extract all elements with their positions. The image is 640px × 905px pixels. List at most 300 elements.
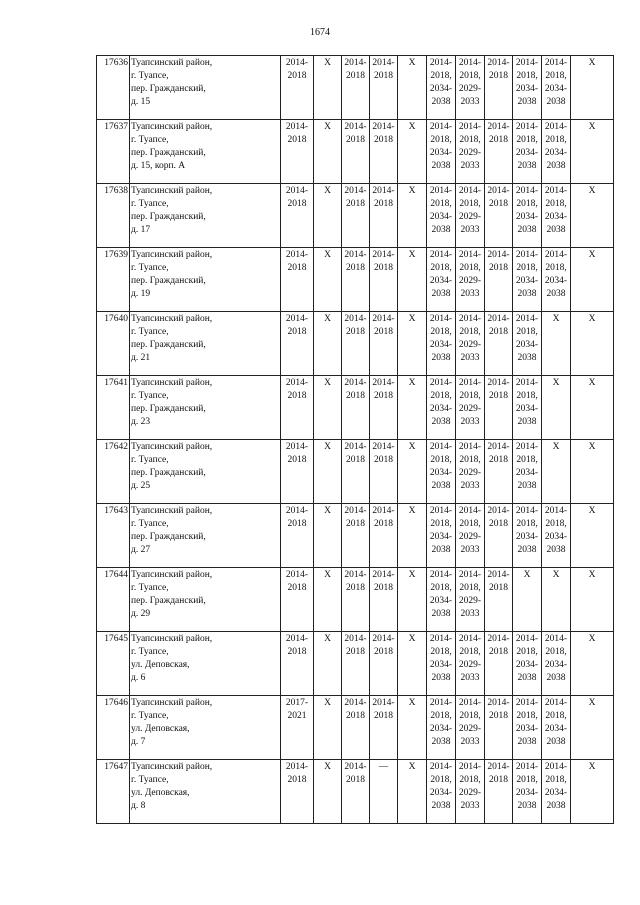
period-line: 2034- — [429, 532, 453, 542]
period-line: 2033 — [460, 289, 480, 299]
period-line: X — [588, 698, 596, 708]
address-line: пер. Гражданский, — [131, 532, 206, 542]
period-line: 2014- — [487, 58, 510, 68]
address-line: пер. Гражданский, — [131, 84, 206, 94]
period-line: — — [378, 762, 389, 772]
period-line: X — [588, 314, 596, 324]
address-line: д. 7 — [131, 737, 146, 747]
period-line: 2038 — [517, 417, 537, 427]
period-cell — [427, 184, 456, 248]
period-line: 2018 — [346, 583, 365, 593]
not-applicable-cell — [314, 504, 342, 568]
period-line: X — [324, 250, 331, 260]
period-line: 2014- — [429, 58, 453, 68]
period-line: 2018 — [287, 583, 307, 593]
period-line: 2038 — [431, 225, 451, 235]
period-line: 2029- — [458, 660, 482, 670]
period-line: 2014- — [458, 570, 482, 580]
period-line: 2018 — [287, 327, 307, 337]
period-cell — [342, 568, 370, 632]
not-applicable-cell — [571, 632, 614, 696]
period-line: X — [588, 506, 596, 516]
period-line: 2014- — [344, 570, 367, 580]
period-line: 2038 — [431, 353, 451, 363]
period-line: X — [408, 634, 416, 644]
period-line: X — [324, 570, 331, 580]
period-line: 2014- — [372, 570, 395, 580]
period-line: 2034- — [515, 340, 539, 350]
period-line: 2014- — [372, 506, 395, 516]
period-line: 2014- — [458, 698, 482, 708]
period-line: 2034- — [429, 276, 453, 286]
period-line: 2018 — [346, 711, 365, 721]
period-line: 2033 — [460, 97, 480, 107]
not-applicable-cell — [398, 248, 427, 312]
period-line: 2033 — [460, 481, 480, 491]
period-line: 2034- — [515, 532, 539, 542]
period-line: 2018 — [287, 455, 307, 465]
address-line: пер. Гражданский, — [131, 596, 206, 606]
period-line: 2014- — [487, 570, 510, 580]
period-line: 2014- — [344, 314, 367, 324]
period-line: 2014- — [285, 314, 309, 324]
period-line: 2038 — [431, 417, 451, 427]
period-line: 2018, — [459, 327, 481, 337]
period-line: 2038 — [517, 545, 537, 555]
period-cell — [281, 120, 314, 184]
period-line: X — [588, 58, 596, 68]
period-line: X — [324, 698, 331, 708]
period-line: 2018 — [346, 199, 365, 209]
period-line: 2034- — [515, 724, 539, 734]
table-row — [97, 312, 614, 376]
period-line: X — [408, 698, 416, 708]
period-line: 2014- — [344, 442, 367, 452]
period-line: 2018, — [430, 199, 452, 209]
period-line: X — [408, 442, 416, 452]
address-line: Туапсинский район, — [131, 314, 213, 324]
period-line: 2014- — [515, 442, 539, 452]
period-cell — [427, 376, 456, 440]
address-line: Туапсинский район, — [131, 506, 213, 516]
period-cell — [281, 760, 314, 824]
period-line: 2038 — [546, 225, 566, 235]
period-line: 2029- — [458, 148, 482, 158]
address-cell — [130, 504, 281, 568]
period-cell — [456, 696, 485, 760]
period-line: X — [552, 378, 560, 388]
period-cell — [513, 248, 542, 312]
period-line: 2014- — [487, 250, 510, 260]
period-line: 2014- — [285, 58, 309, 68]
period-line: 2014- — [344, 122, 367, 132]
address-line: д. 6 — [131, 673, 146, 683]
period-line: 2014- — [372, 122, 395, 132]
address-line: ул. Деповская, — [131, 660, 190, 670]
period-line: 2034- — [515, 212, 539, 222]
period-line: 2014- — [487, 378, 510, 388]
period-line: 2018 — [346, 455, 365, 465]
not-applicable-cell — [398, 120, 427, 184]
period-line: 2018, — [430, 135, 452, 145]
period-line: 2018, — [459, 455, 481, 465]
table-row — [97, 184, 614, 248]
period-cell — [513, 56, 542, 120]
period-line: 2038 — [431, 737, 451, 747]
period-line: 2029- — [458, 212, 482, 222]
period-line: 2021 — [287, 711, 307, 721]
address-line: г. Туапсе, — [131, 327, 169, 337]
period-line: 2014- — [429, 378, 453, 388]
period-line: X — [588, 634, 596, 644]
period-line: 2038 — [431, 161, 451, 171]
period-line: 2034- — [544, 660, 568, 670]
address-line: г. Туапсе, — [131, 455, 169, 465]
period-cell — [370, 248, 398, 312]
address-cell — [130, 760, 281, 824]
period-line: 2014- — [487, 506, 510, 516]
period-line: X — [324, 58, 331, 68]
period-cell — [456, 56, 485, 120]
period-cell — [485, 120, 513, 184]
period-line: 2018, — [459, 519, 481, 529]
period-line: 2014- — [544, 122, 568, 132]
address-line: Туапсинский район, — [131, 186, 213, 196]
period-line: X — [324, 122, 331, 132]
period-line: 2033 — [460, 673, 480, 683]
period-line: 2034- — [429, 340, 453, 350]
period-line: 2029- — [458, 84, 482, 94]
period-line: 2014- — [458, 250, 482, 260]
period-cell — [542, 504, 571, 568]
period-line: 2018 — [374, 583, 393, 593]
period-cell — [456, 504, 485, 568]
period-line: 2018, — [430, 391, 452, 401]
period-cell — [513, 440, 542, 504]
period-line: X — [324, 506, 331, 516]
period-cell — [485, 248, 513, 312]
period-line: 2018, — [459, 391, 481, 401]
period-line: 2033 — [460, 609, 480, 619]
period-line: 2014- — [285, 186, 309, 196]
period-line: 2034- — [515, 404, 539, 414]
period-line: 2018 — [346, 391, 365, 401]
period-cell — [281, 568, 314, 632]
period-line: 2018 — [374, 263, 393, 273]
period-cell — [542, 696, 571, 760]
period-line: 2029- — [458, 468, 482, 478]
period-line: 2018 — [287, 519, 307, 529]
period-line: X — [408, 378, 416, 388]
period-line: 2018 — [287, 391, 307, 401]
not-applicable-cell — [542, 376, 571, 440]
period-cell — [427, 120, 456, 184]
period-line: 2038 — [517, 353, 537, 363]
period-line: X — [588, 186, 596, 196]
not-applicable-cell — [398, 632, 427, 696]
period-line: 2018, — [430, 263, 452, 273]
address-line: пер. Гражданский, — [131, 148, 206, 158]
period-line: 2014- — [487, 122, 510, 132]
not-applicable-cell — [542, 568, 571, 632]
period-line: 2014- — [515, 58, 539, 68]
period-line: 2018, — [545, 775, 567, 785]
period-line: 2034- — [544, 724, 568, 734]
period-cell — [456, 440, 485, 504]
period-line: 2014- — [344, 762, 367, 772]
period-line: 2018, — [545, 199, 567, 209]
period-line: X — [408, 762, 416, 772]
period-cell — [485, 760, 513, 824]
period-line: 2018, — [430, 71, 452, 81]
period-line: 2018 — [374, 647, 393, 657]
period-line: 2014- — [515, 634, 539, 644]
period-line: 2034- — [429, 404, 453, 414]
period-cell — [427, 760, 456, 824]
address-line: д. 19 — [131, 289, 151, 299]
period-line: 2033 — [460, 225, 480, 235]
period-cell — [456, 248, 485, 312]
object-id-cell: 17637 — [97, 120, 130, 184]
period-line: 2034- — [429, 724, 453, 734]
period-line: 2014- — [458, 122, 482, 132]
period-line: 2038 — [431, 481, 451, 491]
period-line: 2018, — [430, 775, 452, 785]
period-line: 2034- — [515, 148, 539, 158]
period-line: 2034- — [544, 212, 568, 222]
address-line: д. 21 — [131, 353, 151, 363]
period-line: 2018, — [516, 391, 538, 401]
period-cell — [370, 56, 398, 120]
period-cell — [427, 504, 456, 568]
address-line: д. 15, корп. А — [131, 161, 186, 171]
period-line: 2014- — [285, 378, 309, 388]
address-line: г. Туапсе, — [131, 71, 169, 81]
period-line: 2014- — [372, 378, 395, 388]
table-row — [97, 760, 614, 824]
period-line: 2014- — [458, 506, 482, 516]
table-row — [97, 504, 614, 568]
period-cell — [542, 184, 571, 248]
period-line: 2018, — [430, 327, 452, 337]
period-line: 2018, — [516, 711, 538, 721]
address-cell — [130, 440, 281, 504]
period-line: 2029- — [458, 788, 482, 798]
address-line: ул. Деповская, — [131, 788, 190, 798]
period-cell — [542, 248, 571, 312]
period-line: 2014- — [429, 250, 453, 260]
period-line: 2018, — [516, 327, 538, 337]
not-applicable-cell — [398, 184, 427, 248]
period-line: 2018 — [287, 71, 307, 81]
period-line: 2018 — [287, 647, 307, 657]
period-line: 2014- — [458, 442, 482, 452]
period-line: 2014- — [487, 442, 510, 452]
period-cell — [342, 760, 370, 824]
address-line: г. Туапсе, — [131, 583, 169, 593]
period-line: X — [408, 186, 416, 196]
address-line: Туапсинский район, — [131, 634, 213, 644]
period-line: 2018, — [545, 263, 567, 273]
object-id-cell: 17640 — [97, 312, 130, 376]
period-line: 2029- — [458, 276, 482, 286]
period-cell — [370, 376, 398, 440]
address-line: пер. Гражданский, — [131, 212, 206, 222]
address-line: Туапсинский район, — [131, 378, 213, 388]
period-cell — [342, 248, 370, 312]
period-cell — [485, 568, 513, 632]
period-line: 2038 — [431, 97, 451, 107]
period-line: 2014- — [344, 506, 367, 516]
not-applicable-cell — [398, 376, 427, 440]
period-line: 2018 — [346, 519, 365, 529]
period-line: 2014- — [285, 122, 309, 132]
period-line: X — [324, 442, 331, 452]
object-id-cell: 17644 — [97, 568, 130, 632]
period-cell — [342, 632, 370, 696]
period-line: X — [324, 314, 331, 324]
period-line: 2018 — [489, 647, 508, 657]
period-line: 2038 — [431, 545, 451, 555]
address-line: пер. Гражданский, — [131, 404, 206, 414]
period-line: 2018 — [489, 455, 508, 465]
period-line: 2038 — [517, 801, 537, 811]
period-line: 2014- — [285, 634, 309, 644]
period-cell — [342, 440, 370, 504]
period-line: 2018 — [489, 135, 508, 145]
period-cell — [342, 120, 370, 184]
not-applicable-cell — [542, 440, 571, 504]
period-line: 2017- — [285, 698, 309, 708]
period-line: 2018, — [516, 263, 538, 273]
period-line: 2018, — [545, 135, 567, 145]
period-line: 2014- — [544, 186, 568, 196]
period-line: X — [324, 186, 331, 196]
period-cell — [456, 632, 485, 696]
period-line: 2029- — [458, 404, 482, 414]
period-cell — [370, 632, 398, 696]
period-line: 2034- — [429, 660, 453, 670]
not-applicable-cell — [314, 632, 342, 696]
period-line: 2014- — [544, 698, 568, 708]
period-line: 2038 — [546, 737, 566, 747]
period-line: 2018 — [489, 263, 508, 273]
period-line: 2033 — [460, 417, 480, 427]
period-line: 2034- — [429, 788, 453, 798]
period-cell — [281, 312, 314, 376]
period-line: 2014- — [544, 58, 568, 68]
period-line: 2034- — [544, 84, 568, 94]
period-line: 2014- — [429, 570, 453, 580]
period-cell — [513, 120, 542, 184]
table-body — [97, 56, 614, 824]
not-applicable-cell — [571, 760, 614, 824]
period-line: 2018, — [459, 71, 481, 81]
period-line: 2014- — [285, 442, 309, 452]
period-line: 2018, — [516, 71, 538, 81]
period-line: 2018 — [489, 519, 508, 529]
not-applicable-cell — [398, 504, 427, 568]
period-cell — [370, 504, 398, 568]
period-line: 2038 — [517, 161, 537, 171]
address-line: Туапсинский район, — [131, 58, 213, 68]
period-line: 2014- — [487, 762, 510, 772]
object-id-cell: 17647 — [97, 760, 130, 824]
period-cell — [427, 696, 456, 760]
period-cell — [370, 120, 398, 184]
period-line: 2014- — [458, 378, 482, 388]
period-line: 2018, — [459, 199, 481, 209]
not-applicable-cell — [513, 568, 542, 632]
period-line: 2034- — [429, 468, 453, 478]
period-line: 2014- — [429, 314, 453, 324]
period-line: X — [324, 634, 331, 644]
period-cell — [456, 760, 485, 824]
period-cell — [485, 504, 513, 568]
period-line: 2018 — [287, 135, 307, 145]
period-cell — [513, 632, 542, 696]
period-line: 2034- — [515, 276, 539, 286]
period-line: 2014- — [515, 186, 539, 196]
table-row — [97, 440, 614, 504]
period-cell — [513, 312, 542, 376]
period-line: 2034- — [544, 276, 568, 286]
period-cell — [485, 376, 513, 440]
period-line: 2014- — [515, 122, 539, 132]
address-cell — [130, 248, 281, 312]
period-line: 2033 — [460, 737, 480, 747]
period-line: 2014- — [429, 634, 453, 644]
period-line: X — [588, 250, 596, 260]
period-line: 2014- — [515, 698, 539, 708]
period-cell — [485, 632, 513, 696]
object-id-cell: 17642 — [97, 440, 130, 504]
period-cell — [456, 120, 485, 184]
address-line: Туапсинский район, — [131, 250, 213, 260]
period-line: 2029- — [458, 596, 482, 606]
period-line: 2034- — [429, 596, 453, 606]
period-cell — [281, 56, 314, 120]
address-line: пер. Гражданский, — [131, 468, 206, 478]
page-number: 1674 — [310, 27, 330, 38]
address-line: г. Туапсе, — [131, 135, 169, 145]
period-line: 2018, — [459, 583, 481, 593]
period-cell — [281, 440, 314, 504]
period-line: 2018, — [430, 647, 452, 657]
not-applicable-cell — [398, 696, 427, 760]
period-cell — [281, 184, 314, 248]
period-line: 2033 — [460, 545, 480, 555]
address-line: Туапсинский район, — [131, 762, 213, 772]
period-cell — [513, 184, 542, 248]
period-line: 2014- — [429, 698, 453, 708]
period-line: 2018 — [346, 263, 365, 273]
period-line: 2018 — [346, 647, 365, 657]
period-cell — [485, 696, 513, 760]
period-cell — [427, 440, 456, 504]
period-line: 2038 — [517, 737, 537, 747]
object-id-cell: 17645 — [97, 632, 130, 696]
period-cell — [513, 696, 542, 760]
period-line: 2018, — [459, 775, 481, 785]
period-line: 2029- — [458, 532, 482, 542]
period-line: 2014- — [429, 442, 453, 452]
period-line: X — [408, 122, 416, 132]
period-cell — [513, 760, 542, 824]
period-line: 2034- — [544, 788, 568, 798]
not-applicable-cell — [314, 696, 342, 760]
period-line: 2038 — [546, 801, 566, 811]
